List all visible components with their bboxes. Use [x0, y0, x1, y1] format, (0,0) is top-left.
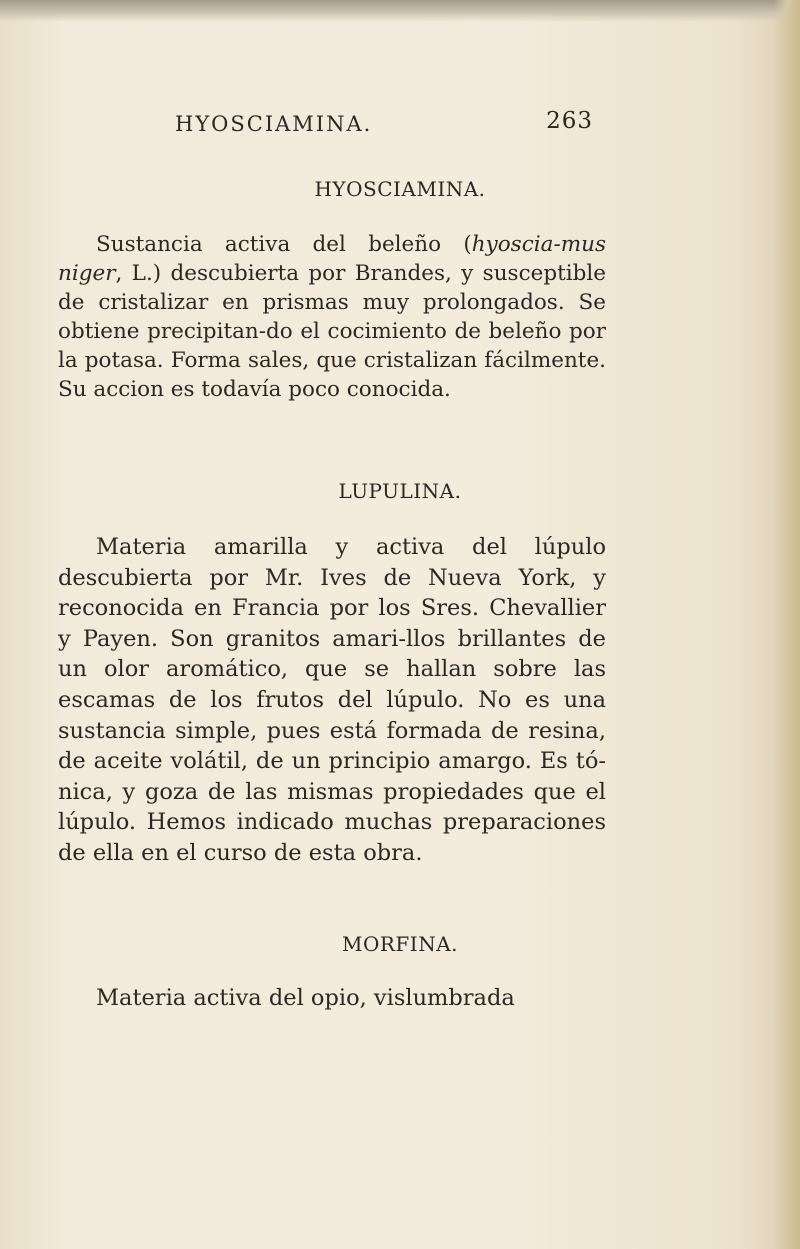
- page-number: 263: [546, 108, 593, 134]
- page-top-edge: [0, 0, 800, 22]
- paragraph: Materia amarilla y activa del lúpulo descubierta por Mr. Ives de Nueva York, y reconocida en Francia por los Sres. Chevallier y Payen. Son granitos amari-llos brillantes de un olor aromático, que se hallan sobre las escamas de los frutos del lúpulo. No es una sustancia simple, pues está formada de resina, de aceite volátil, de un principio amargo. Es tó-nica, y goza de las mismas propiedades que el lúpulo. Hemos indicado muchas preparaciones de ella en el curso de esta obra.: [58, 534, 606, 866]
- running-head: [175, 108, 615, 142]
- section-body-hyosciamina: [58, 230, 606, 404]
- section-heading-hyosciamina: HYOSCIAMINA.: [314, 177, 486, 201]
- section-body-lupulina: [58, 532, 606, 869]
- section-body-morfina: [58, 983, 606, 1014]
- paragraph: Materia activa del opio, vislumbrada: [96, 985, 515, 1011]
- species-name: hyoscia-mus niger: [58, 232, 606, 286]
- running-title: HYOSCIAMINA.: [175, 112, 373, 136]
- section-heading-lupulina: LUPULINA.: [338, 479, 462, 503]
- paragraph: [58, 230, 606, 404]
- paragraph-text: , L.) descubierta por Brandes, y susceptible de cristalizar en prismas muy prolongados. Se obtiene precipitan-do el cocimiento de beleño por la potasa. Forma sales, que cristalizan fácilmente. Su accion es todavía poco conocida.: [58, 261, 606, 402]
- section-heading-morfina: MORFINA.: [341, 932, 458, 956]
- paragraph-text: Sustancia activa del beleño (: [96, 232, 472, 257]
